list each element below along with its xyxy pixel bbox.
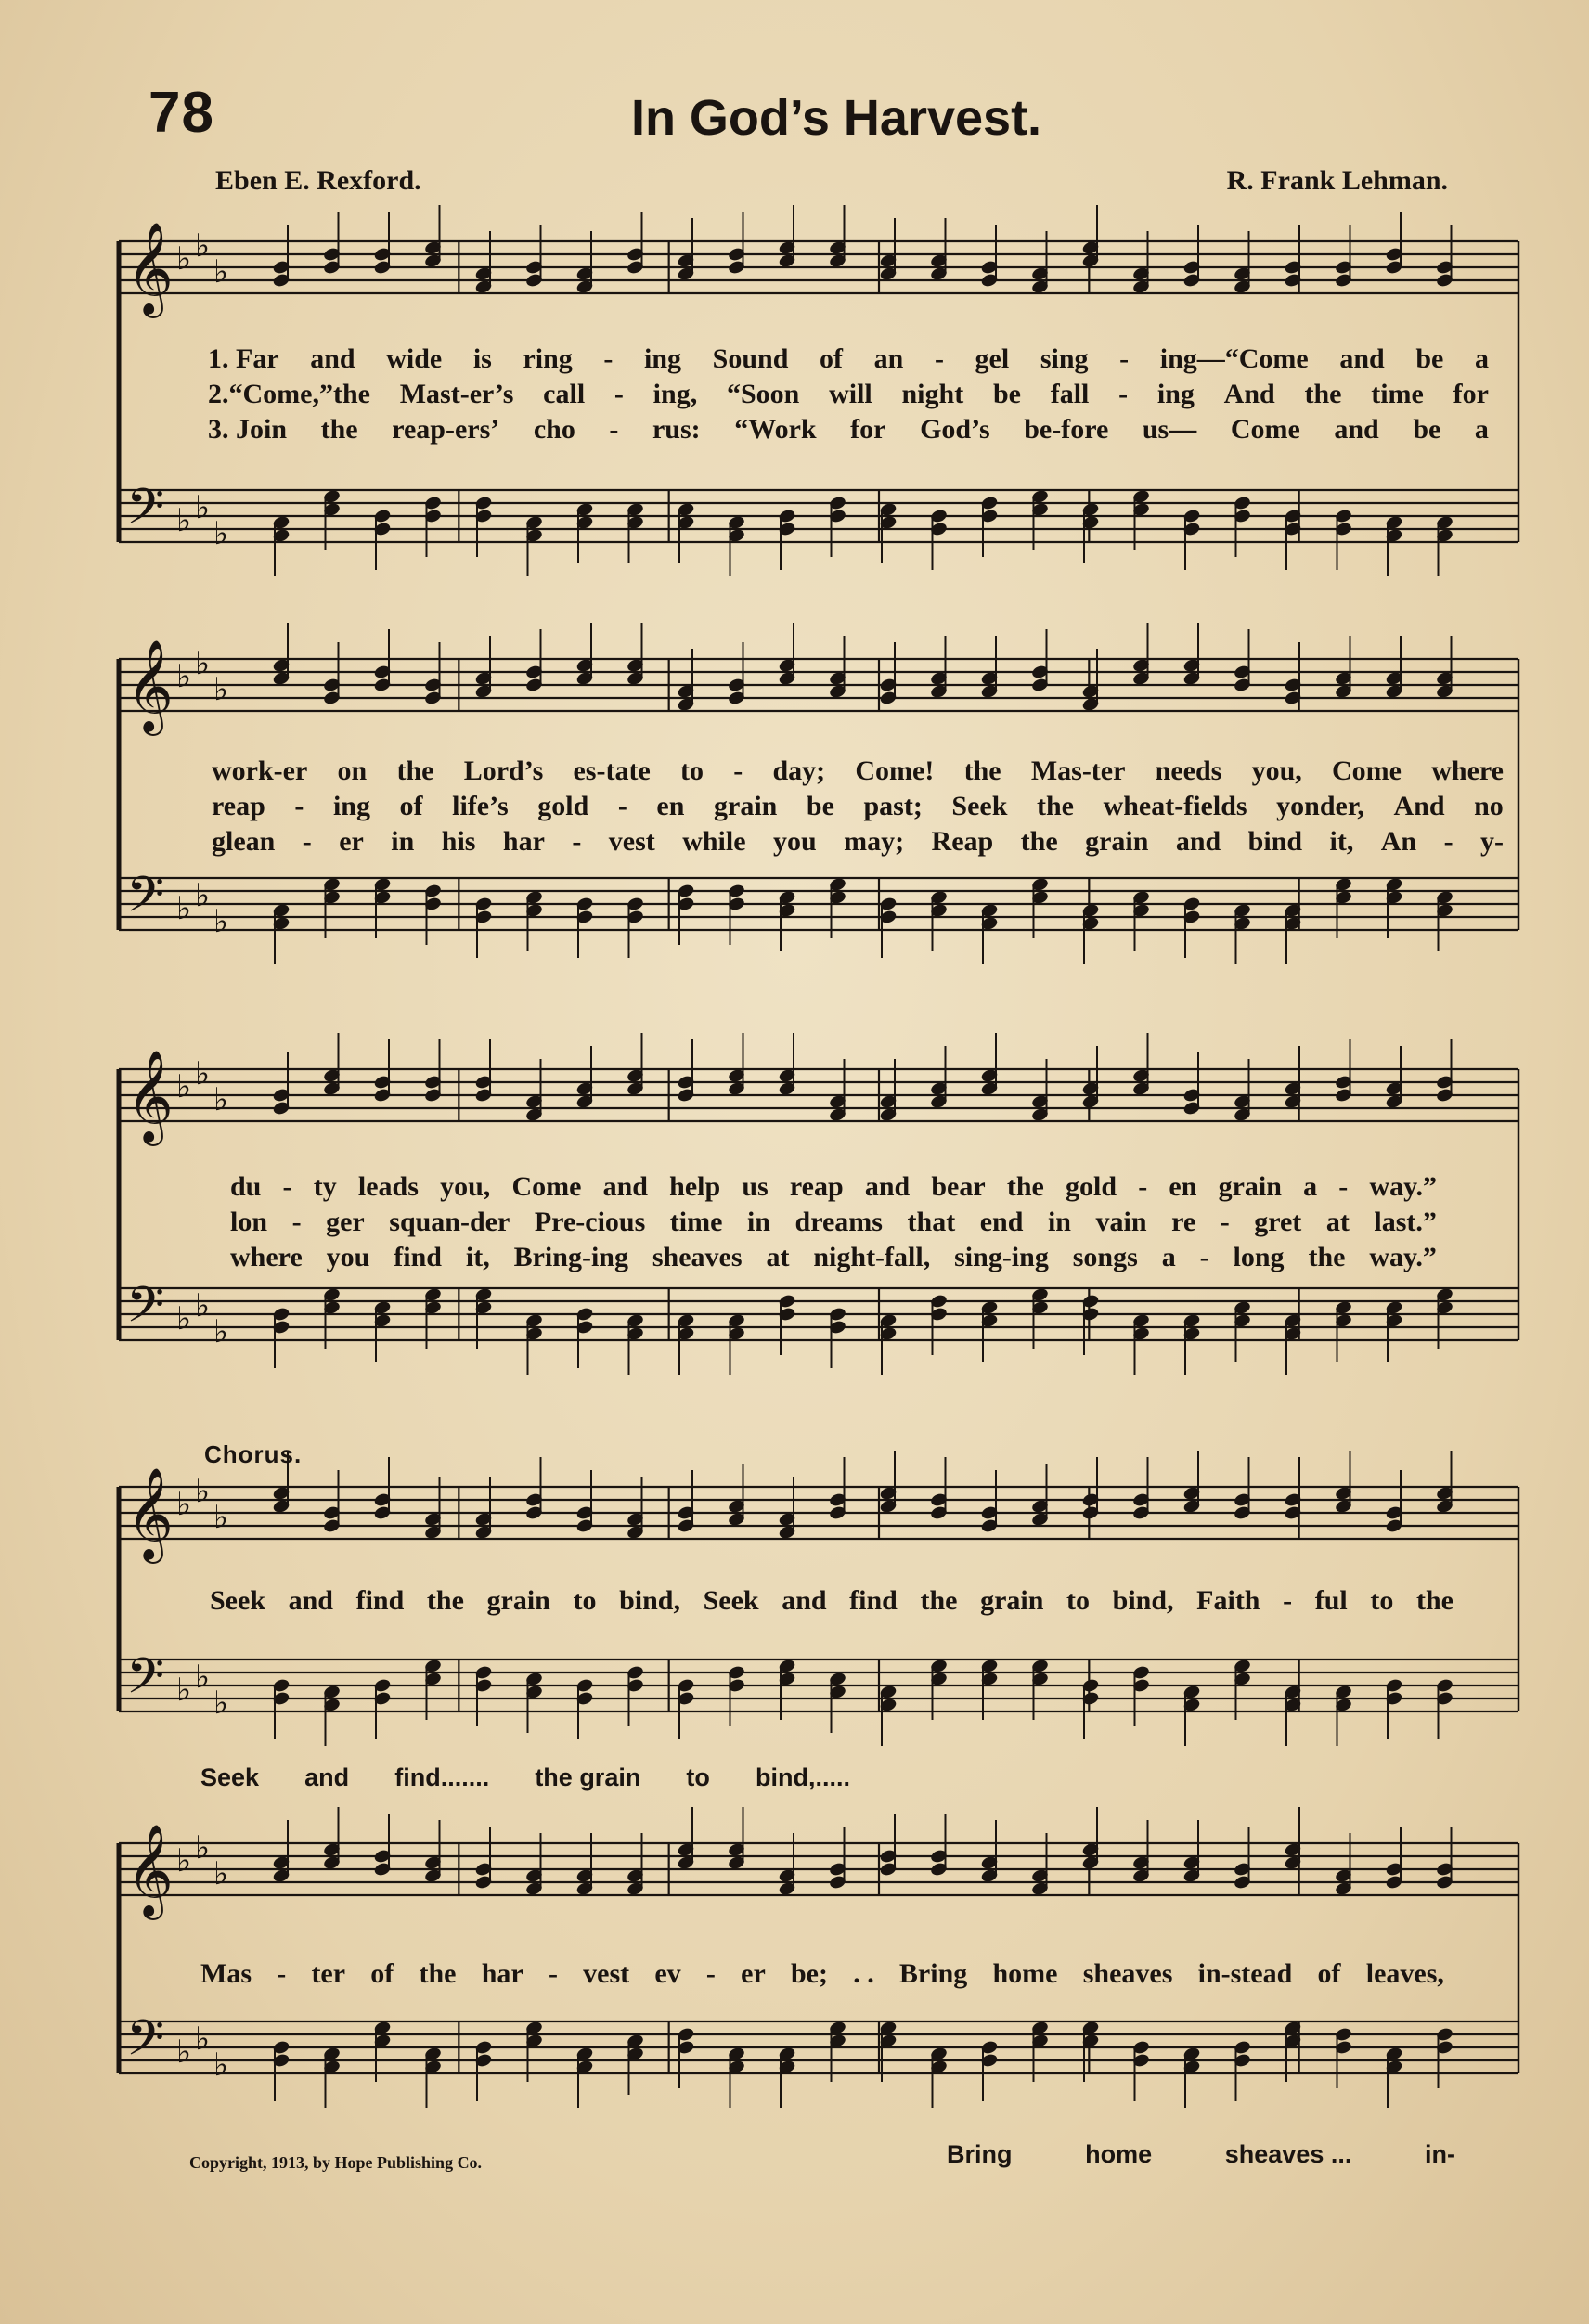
flat-icon: ♭ (195, 645, 211, 682)
lyric-word: Lord’s (463, 755, 544, 786)
lyric-word: - (1220, 1207, 1230, 1237)
lyric-word: at (1325, 1207, 1350, 1237)
flat-icon: ♭ (213, 2046, 229, 2084)
lyric-word: gold (1066, 1171, 1117, 1202)
lyric-word: us— (1142, 414, 1197, 445)
lyric-word: help (669, 1171, 721, 1202)
lyric-word: it, (465, 1242, 490, 1272)
lyric-word: reap-ers’ (392, 414, 500, 445)
verse-2-line-3 (230, 1207, 1437, 1242)
lyric-word: - (302, 826, 312, 857)
lyric-word: and (304, 1763, 350, 1791)
lyric-word: life’s (452, 791, 509, 821)
lyric-word: night-fall, (813, 1242, 931, 1272)
lyric-word: and (782, 1585, 827, 1616)
lyric-word: - (1283, 1585, 1293, 1616)
bass-line-1 (200, 1763, 850, 1799)
lyric-word: to (1066, 1585, 1091, 1616)
lyric-word: his (441, 826, 476, 857)
lyric-word: ger (326, 1207, 365, 1237)
lyric-word: - (277, 1958, 287, 1989)
lyric-word: 3. Join (208, 414, 288, 445)
bass-clef-icon: 𝄢 (126, 2010, 165, 2079)
flat-icon: ♭ (176, 1672, 192, 1709)
lyric-word: a (1303, 1171, 1318, 1202)
lyric-word: where (230, 1242, 303, 1272)
lyric-word: Bring (947, 2140, 1013, 2168)
lyric-word: no (1474, 791, 1504, 821)
lyric-word: - (733, 755, 743, 786)
lyric-word: 2.“Come,”the (208, 379, 370, 409)
lyric-word: of (820, 343, 844, 374)
lyric-word: - (603, 343, 614, 374)
flat-icon: ♭ (195, 1829, 211, 1866)
lyric-word: ter (311, 1958, 346, 1989)
lyric-word: Come (511, 1171, 582, 1202)
flat-icon: ♭ (213, 1685, 229, 1722)
lyric-word: night (901, 379, 964, 409)
verse-2-line-1 (208, 379, 1489, 414)
lyric-word: Seek (210, 1585, 265, 1616)
lyric-word: An (1380, 826, 1417, 857)
flat-icon: ♭ (176, 1842, 192, 1879)
lyric-word: har (481, 1958, 523, 1989)
lyric-word: and (602, 1171, 648, 1202)
lyric-word: the (1006, 1171, 1044, 1202)
lyric-word: er (741, 1958, 766, 1989)
lyric-word: the (1304, 379, 1342, 409)
lyric-word: bind,..... (755, 1763, 850, 1791)
lyric-word: er (339, 826, 364, 857)
lyric-word: es-tate (573, 755, 651, 786)
lyric-word: ing—“Come (1159, 343, 1309, 374)
lyric-word: reap (212, 791, 265, 821)
lyric-word: Faith (1196, 1585, 1260, 1616)
lyric-word: call (543, 379, 586, 409)
lyric-word: glean (212, 826, 276, 857)
flat-icon: ♭ (195, 1659, 211, 1696)
lyric-word: - (609, 414, 619, 445)
lyric-word: be (1415, 343, 1444, 374)
lyric-word: the (1415, 1585, 1453, 1616)
lyric-word: Seek (951, 791, 1008, 821)
lyric-word: may; (844, 826, 905, 857)
lyric-word: you, (440, 1171, 491, 1202)
lyric-word: ing (332, 791, 370, 821)
lyric-word: the (1020, 826, 1058, 857)
lyric-word: - (572, 826, 582, 857)
lyric-word: And (1223, 379, 1275, 409)
lyric-word: sheaves ... (1224, 2140, 1352, 2168)
music-system-4 (119, 1467, 1518, 1808)
lyric-word: grain (1218, 1171, 1282, 1202)
lyric-word: to (573, 1585, 597, 1616)
lyric-word: a (1474, 343, 1489, 374)
lyric-word: find (849, 1585, 898, 1616)
flat-icon: ♭ (195, 2021, 211, 2058)
lyric-word: you (772, 826, 817, 857)
lyric-word: you (326, 1242, 370, 1272)
lyricist-credit: Eben E. Rexford. (215, 165, 421, 196)
lyric-word: the grain (535, 1763, 641, 1791)
lyric-word: the (1037, 791, 1074, 821)
verse-1-line-1 (208, 343, 1489, 379)
lyric-word: at (766, 1242, 790, 1272)
lyric-word: fall (1050, 379, 1090, 409)
lyric-word: for (850, 414, 886, 445)
lyric-word: be; (790, 1958, 828, 1989)
flat-icon: ♭ (176, 240, 192, 278)
lyric-word: - (1443, 826, 1453, 857)
lyric-word: Come (1230, 414, 1300, 445)
music-system-2 (119, 639, 1518, 1010)
verse-3-line-2 (212, 826, 1504, 861)
lyric-word: and (1334, 414, 1379, 445)
verse-3-line-1 (208, 414, 1489, 449)
lyric-word: Bring-ing (513, 1242, 628, 1272)
lyric-word: lon (230, 1207, 268, 1237)
lyric-word: Mas-ter (1030, 755, 1126, 786)
lyric-word: ful (1314, 1585, 1348, 1616)
lyric-word: vest (583, 1958, 630, 1989)
lyric-word: Bring (898, 1958, 968, 1989)
lyric-word: a (1161, 1242, 1176, 1272)
flat-icon: ♭ (195, 1055, 211, 1092)
lyric-word: ing (644, 343, 682, 374)
lyric-word: in (1047, 1207, 1071, 1237)
lyric-word: har (502, 826, 545, 857)
flat-icon: ♭ (195, 1473, 211, 1510)
lyric-word: to (686, 1763, 710, 1791)
lyric-word: to (1370, 1585, 1394, 1616)
lyric-word: - (294, 791, 304, 821)
flat-icon: ♭ (213, 1313, 229, 1350)
flat-icon: ♭ (213, 903, 229, 940)
lyric-word: time (1371, 379, 1424, 409)
lyric-word: to (680, 755, 704, 786)
hymn-title: In God’s Harvest. (630, 90, 1042, 146)
lyric-word: - (617, 791, 627, 821)
lyric-word: day; (772, 755, 826, 786)
lyric-word: us (742, 1171, 769, 1202)
lyric-word: wide (386, 343, 443, 374)
lyric-word: en (1169, 1171, 1197, 1202)
lyric-word: dreams (794, 1207, 883, 1237)
lyric-word: end (979, 1207, 1024, 1237)
flat-icon: ♭ (176, 1300, 192, 1337)
flat-icon: ♭ (213, 1855, 229, 1892)
flat-icon: ♭ (176, 658, 192, 695)
lyric-word: needs (1155, 755, 1222, 786)
bass-clef-icon: 𝄢 (126, 479, 165, 548)
lyric-word: ing, (652, 379, 698, 409)
lyric-word: ing (1156, 379, 1195, 409)
lyric-word: grain (486, 1585, 550, 1616)
lyric-word: ring (523, 343, 573, 374)
lyric-word: Come! (855, 755, 935, 786)
lyric-word: du (230, 1171, 262, 1202)
verse-1-line-2 (212, 755, 1504, 791)
flat-icon: ♭ (176, 502, 192, 539)
flat-icon: ♭ (213, 515, 229, 552)
lyric-word: the (920, 1585, 958, 1616)
lyric-word: it, (1329, 826, 1354, 857)
lyric-word: find (355, 1585, 405, 1616)
lyric-word: home (1085, 2140, 1153, 2168)
verse-2-line-2 (212, 791, 1504, 826)
lyric-word: for (1453, 379, 1489, 409)
flat-icon: ♭ (176, 2034, 192, 2071)
lyric-word: en (656, 791, 685, 821)
lyric-word: y- (1480, 826, 1504, 857)
lyric-word: be-fore (1024, 414, 1109, 445)
flat-icon: ♭ (195, 489, 211, 526)
lyric-word: Reap (931, 826, 994, 857)
lyric-word: in- (1425, 2140, 1455, 2168)
flat-icon: ♭ (176, 890, 192, 927)
flat-icon: ♭ (176, 1486, 192, 1523)
lyric-word: - (1199, 1242, 1209, 1272)
lyric-word: in (391, 826, 415, 857)
lyric-word: Pre-cious (534, 1207, 646, 1237)
lyric-word: gold (537, 791, 589, 821)
lyric-word: of (370, 1958, 394, 1989)
chorus-label: Chorus. (204, 1440, 303, 1468)
lyric-word: squan-der (389, 1207, 510, 1237)
lyric-word: vest (608, 826, 655, 857)
lyric-word: ev (654, 1958, 681, 1989)
lyric-word: the (963, 755, 1001, 786)
treble-clef-icon: 𝄞 (126, 1467, 174, 1560)
lyric-word: long (1233, 1242, 1285, 1272)
staff-notation-4 (119, 1467, 1518, 1808)
lyric-word: reap (789, 1171, 844, 1202)
lyric-word: be (806, 791, 834, 821)
lyric-word: find (394, 1242, 442, 1272)
lyric-word: in-stead (1197, 1958, 1293, 1989)
flat-icon: ♭ (195, 227, 211, 265)
lyric-word: a (1474, 414, 1489, 445)
lyric-word: grain (1085, 826, 1149, 857)
flat-icon: ♭ (195, 1287, 211, 1324)
lyric-word: and (288, 1585, 333, 1616)
lyric-word: way.” (1369, 1171, 1437, 1202)
lyric-word: an (873, 343, 904, 374)
lyric-word: bind (1247, 826, 1303, 857)
lyric-word: the (419, 1958, 457, 1989)
lyric-word: cho (533, 414, 575, 445)
lyric-word: sheaves (1082, 1958, 1173, 1989)
lyric-word: and (310, 343, 355, 374)
lyric-word: grain (714, 791, 778, 821)
lyric-word: the (320, 414, 358, 445)
verse-3-line-3 (230, 1242, 1437, 1277)
lyric-word: where (1431, 755, 1504, 786)
chorus-line-1 (210, 1585, 1453, 1620)
hymn-number: 78 (149, 81, 214, 145)
lyric-word: bear (931, 1171, 986, 1202)
lyric-word: rus: (652, 414, 701, 445)
bass-clef-icon: 𝄢 (126, 1648, 165, 1717)
flat-icon: ♭ (195, 877, 211, 914)
lyric-word: home (992, 1958, 1058, 1989)
lyric-word: wheat-fields (1103, 791, 1247, 821)
staff-graphics (119, 1807, 1518, 2108)
lyric-word: last.” (1374, 1207, 1437, 1237)
lyric-word: and (1175, 826, 1221, 857)
lyric-word: time (669, 1207, 723, 1237)
music-system-3 (119, 1049, 1518, 1420)
copyright-notice: Copyright, 1913, by Hope Publishing Co. (189, 2153, 483, 2172)
lyric-word: vain (1095, 1207, 1147, 1237)
lyric-word: while (682, 826, 746, 857)
lyric-word: work-er (212, 755, 308, 786)
lyric-word: songs (1072, 1242, 1138, 1272)
lyric-word: and (1339, 343, 1385, 374)
lyric-word: the (396, 755, 434, 786)
lyric-word: - (614, 379, 624, 409)
lyric-word: is (472, 343, 492, 374)
lyric-word: - (934, 343, 944, 374)
lyric-word: And (1393, 791, 1445, 821)
lyric-word: leads (357, 1171, 419, 1202)
lyric-word: that (907, 1207, 956, 1237)
lyric-word: way.” (1369, 1242, 1437, 1272)
lyric-word: grain (980, 1585, 1044, 1616)
lyric-word: Mast-er’s (399, 379, 514, 409)
lyric-word: in (746, 1207, 770, 1237)
lyric-word: gret (1254, 1207, 1302, 1237)
chorus-line-2 (200, 1958, 1444, 1994)
lyric-word: “Soon (726, 379, 800, 409)
composer-credit: R. Frank Lehman. (1226, 165, 1448, 196)
lyric-word: sing (1040, 343, 1089, 374)
lyric-word: of (399, 791, 423, 821)
lyric-word: the (1308, 1242, 1346, 1272)
verse-1-line-3 (230, 1171, 1437, 1207)
lyric-word: re (1171, 1207, 1196, 1237)
lyric-word: and (864, 1171, 911, 1202)
lyric-word: find....... (394, 1763, 490, 1791)
lyric-word: be (1413, 414, 1441, 445)
lyric-word: - (705, 1958, 716, 1989)
lyric-word: leaves, (1365, 1958, 1444, 1989)
lyric-word: ty (313, 1171, 337, 1202)
music-system-1 (119, 221, 1518, 592)
lyric-word: on (337, 755, 368, 786)
lyric-word: Seek (703, 1585, 759, 1616)
lyric-word: God’s (920, 414, 990, 445)
lyric-word: . . (853, 1958, 874, 1989)
flat-icon: ♭ (213, 253, 229, 290)
lyric-word: of (1317, 1958, 1341, 1989)
bass-line-2 (947, 2140, 1455, 2176)
lyric-word: Mas (200, 1958, 252, 1989)
bass-clef-icon: 𝄢 (126, 1277, 165, 1346)
lyric-word: sing-ing (954, 1242, 1049, 1272)
lyric-word: yonder, (1276, 791, 1364, 821)
lyric-word: Sound (712, 343, 789, 374)
bass-clef-icon: 𝄢 (126, 867, 165, 936)
lyric-word: bind, (619, 1585, 680, 1616)
lyric-word: the (426, 1585, 464, 1616)
flat-icon: ♭ (213, 671, 229, 708)
treble-clef-icon: 𝄞 (126, 639, 174, 732)
treble-clef-icon: 𝄞 (126, 1824, 174, 1917)
lyric-word: “Work (734, 414, 817, 445)
lyric-word: - (1138, 1171, 1148, 1202)
lyric-word: past; (863, 791, 923, 821)
lyric-word: - (1119, 343, 1130, 374)
lyric-word: - (548, 1958, 558, 1989)
treble-clef-icon: 𝄞 (126, 1050, 174, 1143)
lyric-word: Come (1332, 755, 1402, 786)
lyric-word: 1. Far (208, 343, 279, 374)
lyric-word: - (1338, 1171, 1349, 1202)
lyric-word: - (291, 1207, 302, 1237)
lyric-word: be (992, 379, 1021, 409)
lyric-word: Seek (200, 1763, 260, 1791)
lyric-word: - (1118, 379, 1129, 409)
lyric-word: - (282, 1171, 292, 1202)
flat-icon: ♭ (213, 1081, 229, 1118)
lyric-word: sheaves (652, 1242, 743, 1272)
lyric-word: bind, (1112, 1585, 1174, 1616)
treble-clef-icon: 𝄞 (126, 222, 174, 315)
flat-icon: ♭ (176, 1068, 192, 1105)
lyric-word: gel (975, 343, 1010, 374)
lyric-word: you, (1251, 755, 1302, 786)
flat-icon: ♭ (213, 1499, 229, 1536)
lyric-word: will (829, 379, 872, 409)
